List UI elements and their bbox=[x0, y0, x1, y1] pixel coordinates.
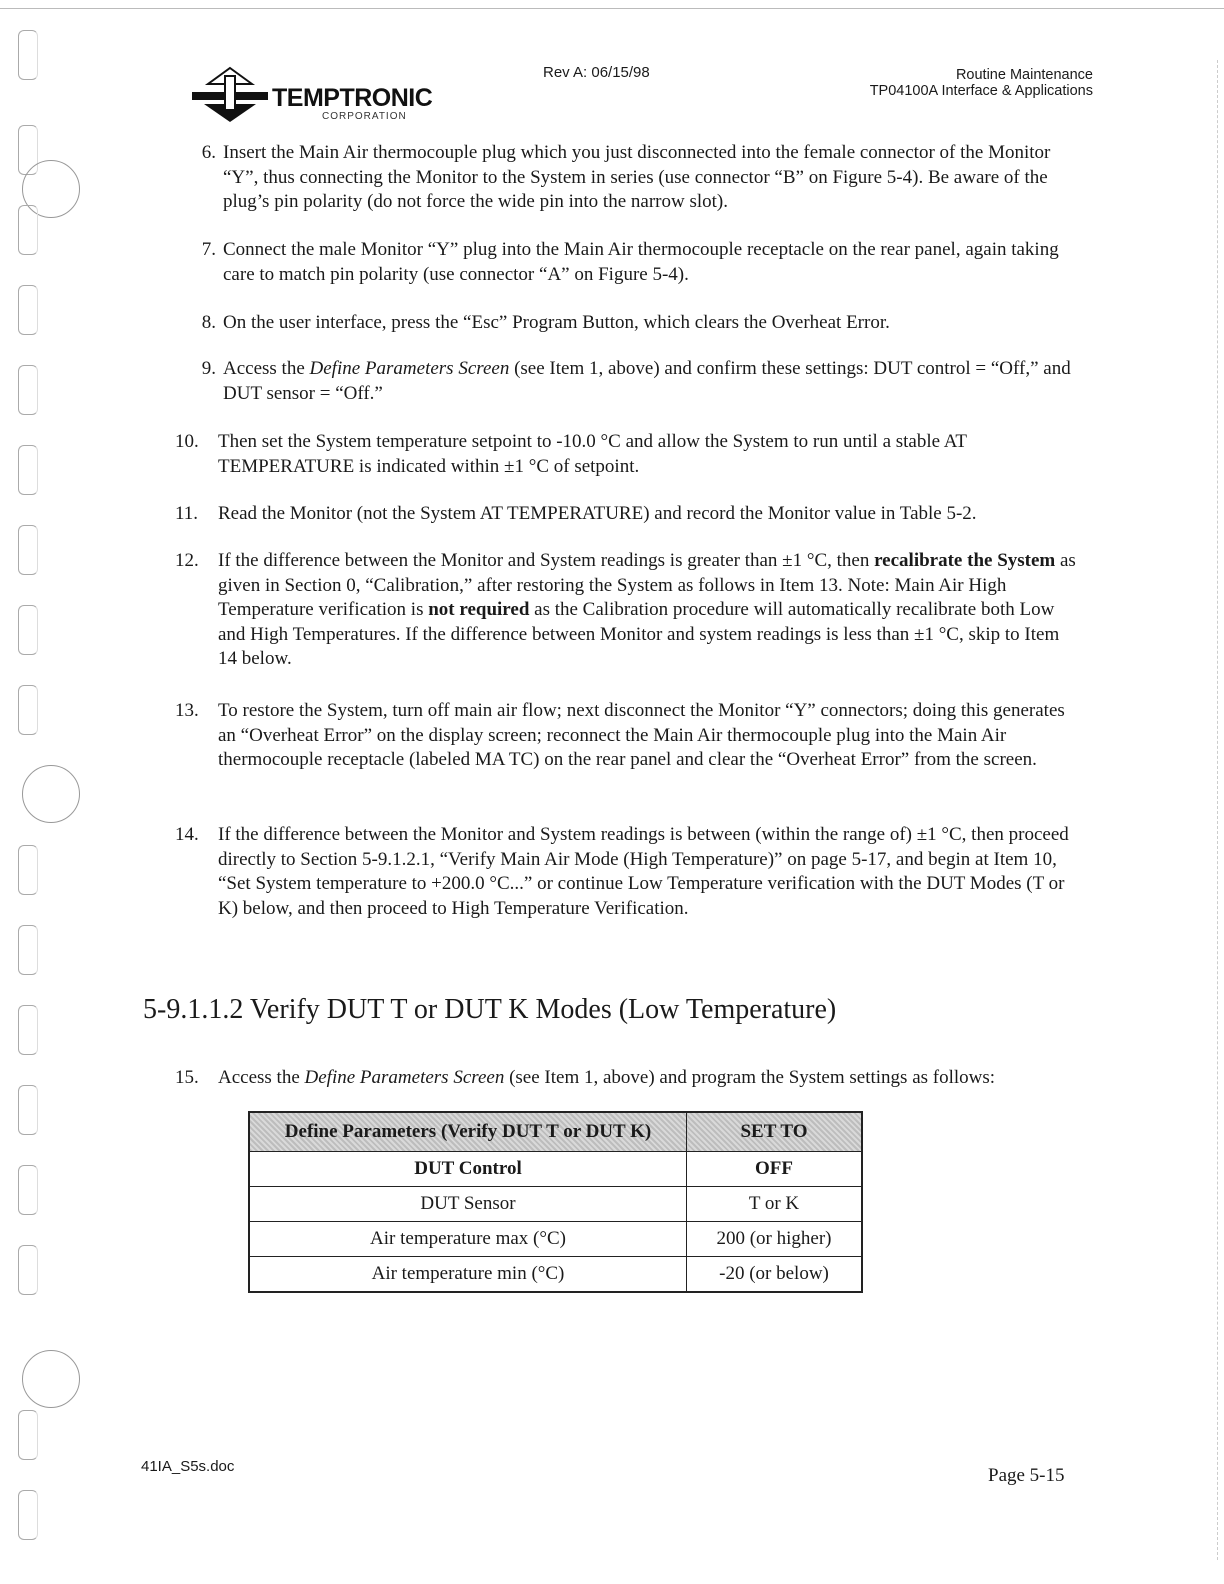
table-row bbox=[249, 1152, 862, 1187]
list-item bbox=[180, 238, 1080, 287]
parameters-table bbox=[248, 1111, 863, 1293]
binder-hole bbox=[18, 1245, 38, 1295]
binder-hole bbox=[18, 285, 38, 335]
document-name: TP04100A Interface & Applications bbox=[869, 83, 1093, 99]
item-number: 8. bbox=[201, 312, 216, 333]
param-cell: DUT Control bbox=[249, 1152, 687, 1187]
page-number: Page 5-15 bbox=[988, 1465, 1065, 1486]
value-cell: -20 (or below) bbox=[687, 1257, 863, 1293]
binder-hole bbox=[18, 1165, 38, 1215]
page-edge bbox=[1217, 60, 1218, 1560]
item-number: 12. bbox=[175, 550, 199, 571]
item-text: Then set the System temperature setpoint to -10.0 °C and allow the System to run until a stable AT TEMPERATURE is indicated within ±1 °C of setpoint. bbox=[218, 431, 967, 477]
binder-hole bbox=[18, 605, 38, 655]
item-number: 11. bbox=[175, 503, 199, 524]
list-item bbox=[180, 311, 1080, 336]
binder-hole bbox=[18, 1005, 38, 1055]
column-header: SET TO bbox=[687, 1112, 863, 1152]
item-text: Access the Define Parameters Screen (see Item 1, above) and program the System settings as follows: bbox=[218, 1067, 996, 1088]
company-subtitle: CORPORATION bbox=[322, 111, 407, 122]
binder-hole bbox=[18, 925, 38, 975]
binder-hole bbox=[18, 1490, 38, 1540]
item-number: 14. bbox=[175, 824, 199, 845]
temptronic-logo-icon bbox=[190, 66, 270, 122]
item-number: 9. bbox=[201, 358, 216, 379]
value-cell: OFF bbox=[687, 1152, 863, 1187]
company-logo bbox=[190, 66, 450, 122]
item-text: If the difference between the Monitor and System readings is between (within the range of) ±1 °C, then proceed directly to Section 5-9.1.2.1, “Verify Main Air Mode (High Temperature)” on page 5-17, and begin at Item 10, “Set System temperature to +200.0 °C...” or continue Low Temperature verification with the DUT Modes (T or K) below, and then proceed to High Temperature Verification. bbox=[218, 824, 1069, 919]
item-number: 10. bbox=[175, 431, 199, 452]
item-number: 13. bbox=[175, 700, 199, 721]
table-row bbox=[249, 1257, 862, 1293]
binder-hole bbox=[18, 1410, 38, 1460]
item-number: 6. bbox=[201, 142, 216, 163]
param-cell: Air temperature min (°C) bbox=[249, 1257, 687, 1293]
binder-hole bbox=[18, 525, 38, 575]
list-item bbox=[175, 502, 1080, 527]
item-text: If the difference between the Monitor and System readings is greater than ±1 °C, then recalibrate the System as given in Section 0, “Calibration,” after restoring the System as follows in Item 13. Note: Main Air High Temperature verification is not required as the Calibration procedure will automatically recalibrate both Low and High Temperatures. If the difference between Monitor and system readings is less than ±1 °C, skip to Item 14 below. bbox=[218, 550, 1076, 669]
item-text: On the user interface, press the “Esc” Program Button, which clears the Overheat Error. bbox=[223, 312, 890, 333]
binder-hole bbox=[18, 365, 38, 415]
revision-label: Rev A: 06/15/98 bbox=[543, 64, 650, 81]
item-text: Connect the male Monitor “Y” plug into the Main Air thermocouple receptacle on the rear panel, again taking care to match pin polarity (use connector “A” on Figure 5-4). bbox=[223, 239, 1059, 285]
item-text: Access the Define Parameters Screen (see Item 1, above) and confirm these settings: DUT control = “Off,” and DUT sensor = “Off.” bbox=[223, 358, 1071, 404]
item-number: 7. bbox=[201, 239, 216, 260]
header-right bbox=[870, 67, 1093, 99]
table-header-row bbox=[249, 1112, 862, 1152]
table-row bbox=[249, 1187, 862, 1222]
binder-holes bbox=[12, 30, 102, 1560]
item-number: 15. bbox=[175, 1067, 199, 1088]
item-text: To restore the System, turn off main air flow; next disconnect the Monitor “Y” connectors; doing this generates an “Overheat Error” on the display screen; reconnect the Main Air thermocouple plug into the Main Air thermocouple receptacle (labeled MA TC) on the rear panel and clear the “Overheat Error” from the screen. bbox=[218, 700, 1065, 770]
binder-hole bbox=[18, 30, 38, 80]
binder-hole bbox=[18, 205, 38, 255]
value-cell: T or K bbox=[687, 1187, 863, 1222]
item-text: Insert the Main Air thermocouple plug which you just disconnected into the female connector of the Monitor “Y”, thus connecting the Monitor to the System in series (use connector “B” on Figure 5-4). Be aware of the plug’s pin polarity (do not force the wide pin into the narrow slot). bbox=[223, 142, 1051, 212]
list-item bbox=[175, 430, 1080, 479]
list-item bbox=[175, 699, 1080, 773]
binder-hole bbox=[18, 845, 38, 895]
list-item bbox=[180, 357, 1080, 406]
list-item bbox=[175, 549, 1080, 672]
binder-hole bbox=[18, 1085, 38, 1135]
section-title: 5-9.1.1.2 Verify DUT T or DUT K Modes (Low Temperature) bbox=[143, 994, 837, 1025]
list-item bbox=[180, 141, 1080, 215]
company-name: TEMPTRONIC bbox=[272, 84, 433, 112]
value-cell: 200 (or higher) bbox=[687, 1222, 863, 1257]
binder-hole bbox=[18, 445, 38, 495]
binder-hole bbox=[18, 685, 38, 735]
binder-ring bbox=[22, 1350, 80, 1408]
table-row bbox=[249, 1222, 862, 1257]
list-item bbox=[175, 1066, 1080, 1091]
footer-filename: 41IA_S5s.doc bbox=[141, 1458, 235, 1475]
binder-ring bbox=[22, 765, 80, 823]
list-item bbox=[175, 823, 1080, 921]
param-cell: Air temperature max (°C) bbox=[249, 1222, 687, 1257]
section-name: Routine Maintenance bbox=[955, 67, 1093, 83]
param-cell: DUT Sensor bbox=[249, 1187, 687, 1222]
column-header: Define Parameters (Verify DUT T or DUT K) bbox=[249, 1112, 687, 1152]
top-rule bbox=[0, 8, 1224, 9]
item-text: Read the Monitor (not the System AT TEMPERATURE) and record the Monitor value in Table 5-2. bbox=[218, 503, 977, 524]
